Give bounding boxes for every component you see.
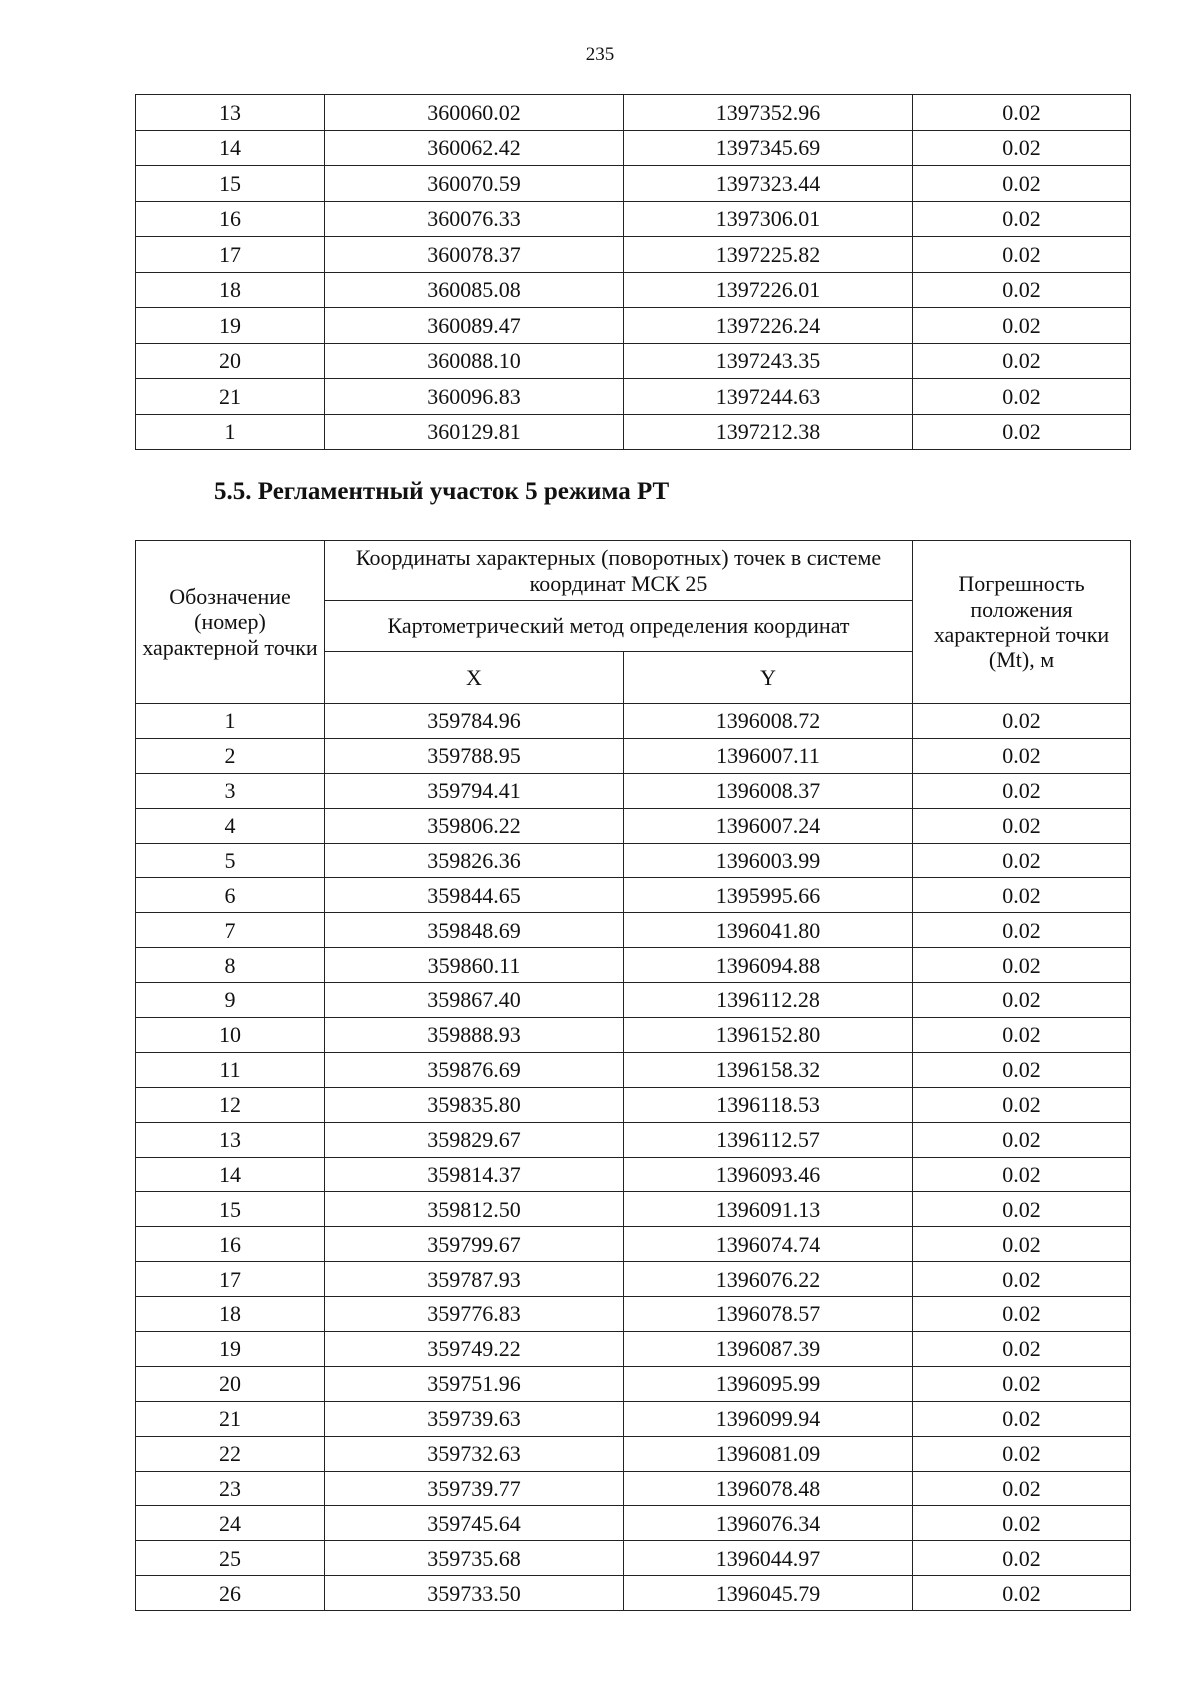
cell-x: 359733.50 bbox=[325, 1576, 624, 1611]
cell-y: 1396078.57 bbox=[624, 1297, 913, 1332]
cell-point-number: 6 bbox=[136, 878, 325, 913]
cell-point-number: 14 bbox=[136, 1157, 325, 1192]
cell-y: 1396081.09 bbox=[624, 1436, 913, 1471]
table-row bbox=[136, 343, 1131, 379]
table-row bbox=[136, 808, 1131, 843]
cell-y: 1396095.99 bbox=[624, 1366, 913, 1401]
cell-point-number: 5 bbox=[136, 843, 325, 878]
cell-x: 360060.02 bbox=[325, 95, 624, 131]
cell-y: 1397243.35 bbox=[624, 343, 913, 379]
cell-x: 359745.64 bbox=[325, 1506, 624, 1541]
cell-y: 1397345.69 bbox=[624, 130, 913, 166]
table-row bbox=[136, 1332, 1131, 1367]
cell-error: 0.02 bbox=[913, 773, 1131, 808]
cell-x: 359848.69 bbox=[325, 913, 624, 948]
cell-error: 0.02 bbox=[913, 130, 1131, 166]
cell-y: 1396158.32 bbox=[624, 1052, 913, 1087]
table-row bbox=[136, 1401, 1131, 1436]
cell-error: 0.02 bbox=[913, 1332, 1131, 1367]
section-title: 5.5. Регламентный участок 5 режима РТ bbox=[214, 478, 670, 505]
cell-point-number: 15 bbox=[136, 166, 325, 202]
cell-y: 1397226.01 bbox=[624, 272, 913, 308]
cell-y: 1396118.53 bbox=[624, 1087, 913, 1122]
cell-error: 0.02 bbox=[913, 913, 1131, 948]
cell-point-number: 12 bbox=[136, 1087, 325, 1122]
cell-error: 0.02 bbox=[913, 808, 1131, 843]
cell-x: 359829.67 bbox=[325, 1122, 624, 1157]
cell-error: 0.02 bbox=[913, 1576, 1131, 1611]
cell-y: 1396091.13 bbox=[624, 1192, 913, 1227]
cell-point-number: 22 bbox=[136, 1436, 325, 1471]
cell-point-number: 19 bbox=[136, 1332, 325, 1367]
table-row bbox=[136, 1192, 1131, 1227]
cell-y: 1396044.97 bbox=[624, 1541, 913, 1576]
cell-point-number: 14 bbox=[136, 130, 325, 166]
table-row bbox=[136, 1541, 1131, 1576]
table-row bbox=[136, 1297, 1131, 1332]
cell-point-number: 7 bbox=[136, 913, 325, 948]
table-row bbox=[136, 1122, 1131, 1157]
cell-y: 1396099.94 bbox=[624, 1401, 913, 1436]
cell-x: 359788.95 bbox=[325, 738, 624, 773]
cell-point-number: 26 bbox=[136, 1576, 325, 1611]
cell-y: 1397352.96 bbox=[624, 95, 913, 131]
cell-x: 360078.37 bbox=[325, 237, 624, 273]
cell-y: 1396076.34 bbox=[624, 1506, 913, 1541]
cell-y: 1395995.66 bbox=[624, 878, 913, 913]
table-row bbox=[136, 983, 1131, 1018]
cell-x: 360089.47 bbox=[325, 308, 624, 344]
cell-y: 1396003.99 bbox=[624, 843, 913, 878]
table-row bbox=[136, 1227, 1131, 1262]
cell-y: 1396078.48 bbox=[624, 1471, 913, 1506]
cell-point-number: 16 bbox=[136, 1227, 325, 1262]
header-x: X bbox=[325, 652, 624, 704]
cell-error: 0.02 bbox=[913, 1506, 1131, 1541]
cell-x: 359735.68 bbox=[325, 1541, 624, 1576]
cell-point-number: 17 bbox=[136, 1262, 325, 1297]
cell-y: 1396007.11 bbox=[624, 738, 913, 773]
table-row bbox=[136, 166, 1131, 202]
cell-x: 359732.63 bbox=[325, 1436, 624, 1471]
cell-point-number: 2 bbox=[136, 738, 325, 773]
cell-point-number: 20 bbox=[136, 1366, 325, 1401]
cell-y: 1396076.22 bbox=[624, 1262, 913, 1297]
cell-point-number: 3 bbox=[136, 773, 325, 808]
cell-x: 359739.77 bbox=[325, 1471, 624, 1506]
cell-point-number: 13 bbox=[136, 1122, 325, 1157]
header-method: Картометрический метод определения координат bbox=[325, 601, 913, 652]
cell-error: 0.02 bbox=[913, 1157, 1131, 1192]
cell-y: 1396074.74 bbox=[624, 1227, 913, 1262]
cell-error: 0.02 bbox=[913, 1297, 1131, 1332]
table-row bbox=[136, 237, 1131, 273]
cell-y: 1396008.72 bbox=[624, 704, 913, 739]
table-row bbox=[136, 201, 1131, 237]
table-row bbox=[136, 878, 1131, 913]
cell-point-number: 21 bbox=[136, 379, 325, 415]
cell-y: 1396008.37 bbox=[624, 773, 913, 808]
cell-y: 1396007.24 bbox=[624, 808, 913, 843]
table-row bbox=[136, 738, 1131, 773]
cell-x: 359867.40 bbox=[325, 983, 624, 1018]
cell-error: 0.02 bbox=[913, 237, 1131, 273]
cell-x: 359835.80 bbox=[325, 1087, 624, 1122]
cell-point-number: 8 bbox=[136, 948, 325, 983]
cell-error: 0.02 bbox=[913, 308, 1131, 344]
cell-x: 359784.96 bbox=[325, 704, 624, 739]
table-row bbox=[136, 843, 1131, 878]
cell-y: 1397244.63 bbox=[624, 379, 913, 415]
cell-error: 0.02 bbox=[913, 1436, 1131, 1471]
cell-point-number: 23 bbox=[136, 1471, 325, 1506]
cell-point-number: 4 bbox=[136, 808, 325, 843]
page-number: 235 bbox=[585, 44, 615, 65]
table-row bbox=[136, 1366, 1131, 1401]
table-row bbox=[136, 1471, 1131, 1506]
cell-point-number: 11 bbox=[136, 1052, 325, 1087]
cell-point-number: 18 bbox=[136, 1297, 325, 1332]
cell-x: 359751.96 bbox=[325, 1366, 624, 1401]
cell-x: 360085.08 bbox=[325, 272, 624, 308]
cell-error: 0.02 bbox=[913, 95, 1131, 131]
cell-x: 360129.81 bbox=[325, 414, 624, 450]
cell-point-number: 15 bbox=[136, 1192, 325, 1227]
cell-error: 0.02 bbox=[913, 201, 1131, 237]
cell-y: 1396093.46 bbox=[624, 1157, 913, 1192]
cell-x: 359749.22 bbox=[325, 1332, 624, 1367]
cell-error: 0.02 bbox=[913, 1401, 1131, 1436]
table-row bbox=[136, 130, 1131, 166]
table-row bbox=[136, 1018, 1131, 1053]
cell-y: 1396041.80 bbox=[624, 913, 913, 948]
table-row bbox=[136, 1262, 1131, 1297]
cell-error: 0.02 bbox=[913, 414, 1131, 450]
cell-y: 1397212.38 bbox=[624, 414, 913, 450]
cell-x: 359794.41 bbox=[325, 773, 624, 808]
cell-error: 0.02 bbox=[913, 379, 1131, 415]
top-table-body bbox=[136, 95, 1131, 450]
cell-x: 359776.83 bbox=[325, 1297, 624, 1332]
cell-x: 359844.65 bbox=[325, 878, 624, 913]
cell-error: 0.02 bbox=[913, 843, 1131, 878]
cell-point-number: 19 bbox=[136, 308, 325, 344]
header-y: Y bbox=[624, 652, 913, 704]
cell-point-number: 17 bbox=[136, 237, 325, 273]
cell-point-number: 20 bbox=[136, 343, 325, 379]
table-row bbox=[136, 1087, 1131, 1122]
table-row bbox=[136, 948, 1131, 983]
cell-y: 1396094.88 bbox=[624, 948, 913, 983]
cell-x: 359787.93 bbox=[325, 1262, 624, 1297]
cell-x: 359826.36 bbox=[325, 843, 624, 878]
table-row bbox=[136, 272, 1131, 308]
cell-error: 0.02 bbox=[913, 1192, 1131, 1227]
cell-point-number: 24 bbox=[136, 1506, 325, 1541]
cell-error: 0.02 bbox=[913, 1541, 1131, 1576]
coordinates-table bbox=[135, 540, 1131, 1611]
table-row bbox=[136, 1052, 1131, 1087]
cell-point-number: 1 bbox=[136, 414, 325, 450]
cell-error: 0.02 bbox=[913, 704, 1131, 739]
header-coordinates: Координаты характерных (поворотных) точек в системе координат МСК 25 bbox=[325, 541, 913, 601]
cell-point-number: 21 bbox=[136, 1401, 325, 1436]
cell-error: 0.02 bbox=[913, 1262, 1131, 1297]
cell-error: 0.02 bbox=[913, 343, 1131, 379]
cell-y: 1396112.28 bbox=[624, 983, 913, 1018]
cell-x: 359860.11 bbox=[325, 948, 624, 983]
coordinates-table-continued bbox=[135, 94, 1131, 450]
cell-x: 359799.67 bbox=[325, 1227, 624, 1262]
table-row bbox=[136, 1506, 1131, 1541]
cell-x: 359876.69 bbox=[325, 1052, 624, 1087]
cell-point-number: 1 bbox=[136, 704, 325, 739]
cell-error: 0.02 bbox=[913, 1227, 1131, 1262]
cell-x: 359812.50 bbox=[325, 1192, 624, 1227]
cell-x: 359739.63 bbox=[325, 1401, 624, 1436]
table-row bbox=[136, 379, 1131, 415]
main-table-body bbox=[136, 704, 1131, 1611]
header-position-error: Погрешность положения характерной точки (Mt), м bbox=[913, 541, 1131, 704]
cell-error: 0.02 bbox=[913, 878, 1131, 913]
cell-error: 0.02 bbox=[913, 1052, 1131, 1087]
table-row bbox=[136, 1157, 1131, 1192]
table-header bbox=[136, 541, 1131, 704]
cell-x: 360070.59 bbox=[325, 166, 624, 202]
cell-error: 0.02 bbox=[913, 1087, 1131, 1122]
cell-y: 1396112.57 bbox=[624, 1122, 913, 1157]
cell-point-number: 10 bbox=[136, 1018, 325, 1053]
cell-x: 360076.33 bbox=[325, 201, 624, 237]
cell-y: 1396152.80 bbox=[624, 1018, 913, 1053]
cell-y: 1397323.44 bbox=[624, 166, 913, 202]
cell-error: 0.02 bbox=[913, 738, 1131, 773]
table-row bbox=[136, 414, 1131, 450]
cell-y: 1397306.01 bbox=[624, 201, 913, 237]
header-point-number: Обозначение (номер) характерной точки bbox=[136, 541, 325, 704]
table-row bbox=[136, 1576, 1131, 1611]
cell-x: 360096.83 bbox=[325, 379, 624, 415]
table-row bbox=[136, 773, 1131, 808]
cell-error: 0.02 bbox=[913, 1366, 1131, 1401]
table-row bbox=[136, 913, 1131, 948]
table-row bbox=[136, 704, 1131, 739]
cell-error: 0.02 bbox=[913, 983, 1131, 1018]
cell-y: 1397226.24 bbox=[624, 308, 913, 344]
cell-error: 0.02 bbox=[913, 272, 1131, 308]
cell-point-number: 13 bbox=[136, 95, 325, 131]
table-row bbox=[136, 308, 1131, 344]
cell-point-number: 18 bbox=[136, 272, 325, 308]
cell-point-number: 9 bbox=[136, 983, 325, 1018]
cell-error: 0.02 bbox=[913, 1122, 1131, 1157]
cell-error: 0.02 bbox=[913, 166, 1131, 202]
cell-x: 359806.22 bbox=[325, 808, 624, 843]
cell-point-number: 25 bbox=[136, 1541, 325, 1576]
cell-y: 1396045.79 bbox=[624, 1576, 913, 1611]
cell-error: 0.02 bbox=[913, 1471, 1131, 1506]
table-row bbox=[136, 95, 1131, 131]
cell-y: 1397225.82 bbox=[624, 237, 913, 273]
cell-error: 0.02 bbox=[913, 1018, 1131, 1053]
cell-x: 360088.10 bbox=[325, 343, 624, 379]
cell-x: 359814.37 bbox=[325, 1157, 624, 1192]
cell-point-number: 16 bbox=[136, 201, 325, 237]
cell-x: 360062.42 bbox=[325, 130, 624, 166]
cell-x: 359888.93 bbox=[325, 1018, 624, 1053]
cell-y: 1396087.39 bbox=[624, 1332, 913, 1367]
cell-error: 0.02 bbox=[913, 948, 1131, 983]
table-row bbox=[136, 1436, 1131, 1471]
